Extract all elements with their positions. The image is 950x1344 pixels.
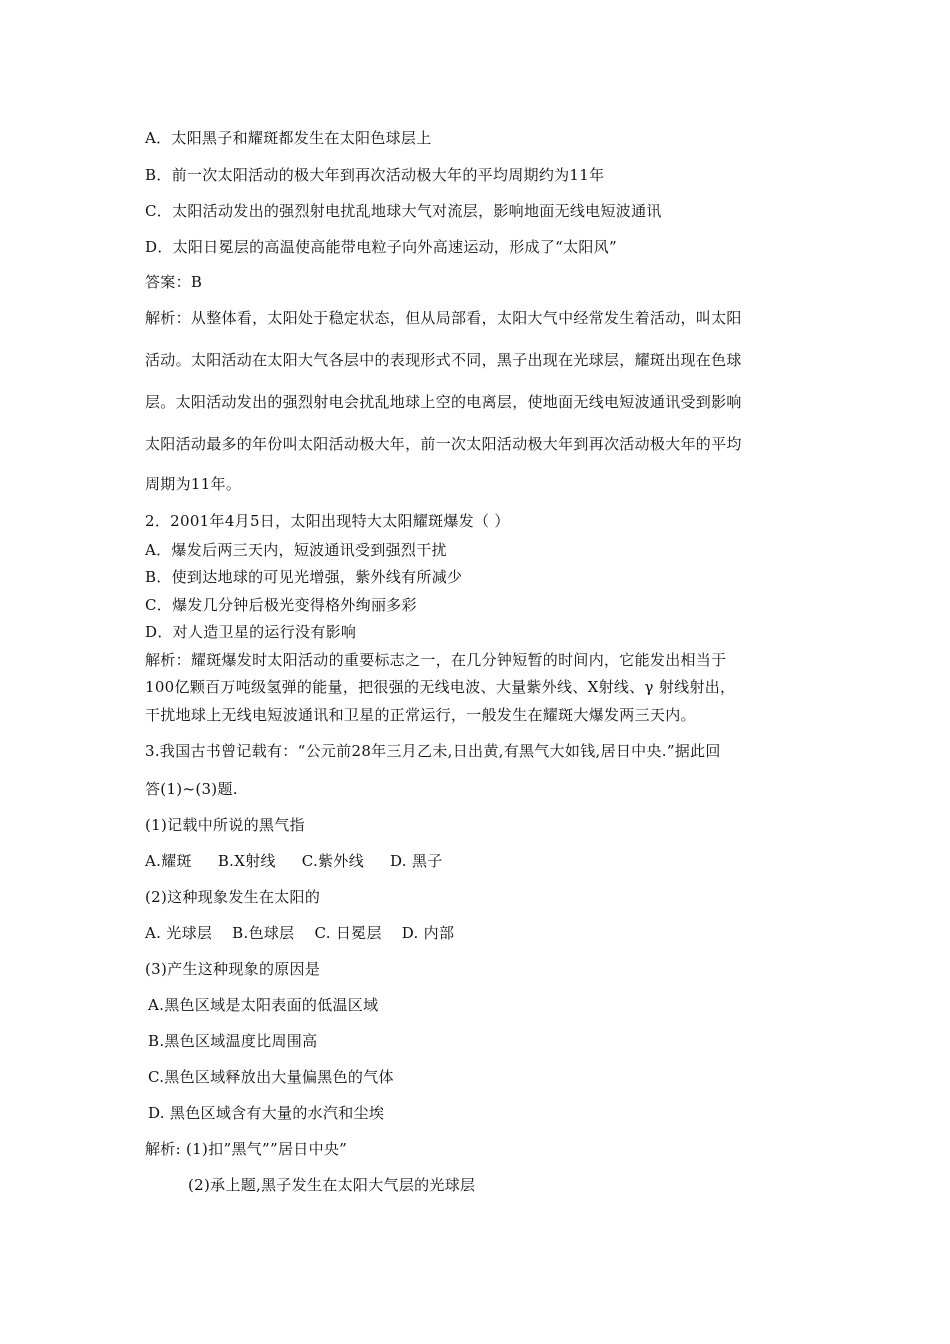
q1-analysis-line: 层。太阳活动发出的强烈射电会扰乱地球上空的电离层，使地面无线电短波通讯受到影响 <box>145 393 742 411</box>
q2-analysis-line: 解析：耀斑爆发时太阳活动的重要标志之一，在几分钟短暂的时间内，它能发出相当于 <box>145 651 727 669</box>
q2-option-a: A．爆发后两三天内，短波通讯受到强烈干扰 <box>145 541 447 559</box>
option: D. 内部 <box>401 924 455 942</box>
q3-sub3-option-b: B.黑色区域温度比周围高 <box>148 1032 318 1050</box>
q3-sub3-option-d: D. 黑色区域含有大量的水汽和尘埃 <box>148 1104 385 1122</box>
q3-stem-line: 3.我国古书曾记载有：“公元前28年三月乙未,日出黄,有黑气大如钱,居日中央.”据此回 <box>145 742 721 760</box>
q2-analysis-line: 干扰地球上无线电短波通讯和卫星的正常运行，一般发生在耀斑大爆发两三天内。 <box>145 706 696 724</box>
q3-sub2-options <box>145 923 454 943</box>
option: A. 光球层 <box>145 924 213 942</box>
q3-sub1-options <box>145 851 443 871</box>
q3-stem-line: 答(1)~(3)题. <box>145 780 238 798</box>
q2-analysis-line: 100亿颗百万吨级氢弹的能量，把很强的无线电波、大量紫外线、X射线、γ 射线射出， <box>145 678 736 696</box>
q1-option-c: C．太阳活动发出的强烈射电扰乱地球大气对流层，影响地面无线电短波通讯 <box>145 202 662 220</box>
option: C. 日冕层 <box>314 924 382 942</box>
q2-option-c: C．爆发几分钟后极光变得格外绚丽多彩 <box>145 596 417 614</box>
option: B.色球层 <box>232 924 295 942</box>
q3-sub1-stem: (1)记载中所说的黑气指 <box>145 816 305 834</box>
q1-analysis-line: 太阳活动最多的年份叫太阳活动极大年，前一次太阳活动极大年到再次活动极大年的平均 <box>145 435 742 453</box>
q2-option-b: B．使到达地球的可见光增强，紫外线有所减少 <box>145 568 463 586</box>
option: D. 黑子 <box>390 852 443 870</box>
q1-analysis-line: 周期为11年。 <box>145 475 242 493</box>
q3-sub3-option-c: C.黑色区域释放出大量偏黑色的气体 <box>148 1068 394 1086</box>
q3-sub2-stem: (2)这种现象发生在太阳的 <box>145 888 321 906</box>
q3-sub3-stem: (3)产生这种现象的原因是 <box>145 960 321 978</box>
q1-analysis-line: 活动。太阳活动在太阳大气各层中的表现形式不同，黑子出现在光球层，耀斑出现在色球 <box>145 351 742 369</box>
q2-option-d: D．对人造卫星的运行没有影响 <box>145 623 357 641</box>
q1-analysis-line: 解析：从整体看，太阳处于稳定状态，但从局部看，太阳大气中经常发生着活动，叫太阳 <box>145 309 742 327</box>
q1-answer: 答案：B <box>145 273 203 291</box>
q1-option-b: B．前一次太阳活动的极大年到再次活动极大年的平均周期约为11年 <box>145 166 605 184</box>
q1-option-d: D．太阳日冕层的高温使高能带电粒子向外高速运动，形成了“太阳风” <box>145 238 617 256</box>
q1-option-a: A．太阳黑子和耀斑都发生在太阳色球层上 <box>145 129 432 147</box>
option: A.耀斑 <box>145 852 192 870</box>
q2-stem: 2．2001年4月5日，太阳出现特大太阳耀斑爆发（ ） <box>145 512 510 530</box>
option: B.X射线 <box>217 852 276 870</box>
option: C.紫外线 <box>301 852 365 870</box>
q3-analysis-line: 解析: (1)扣”黑气””居日中央” <box>145 1140 348 1158</box>
q3-analysis-line: (2)承上题,黑子发生在太阳大气层的光球层 <box>188 1176 476 1194</box>
q3-sub3-option-a: A.黑色区域是太阳表面的低温区域 <box>148 996 379 1014</box>
